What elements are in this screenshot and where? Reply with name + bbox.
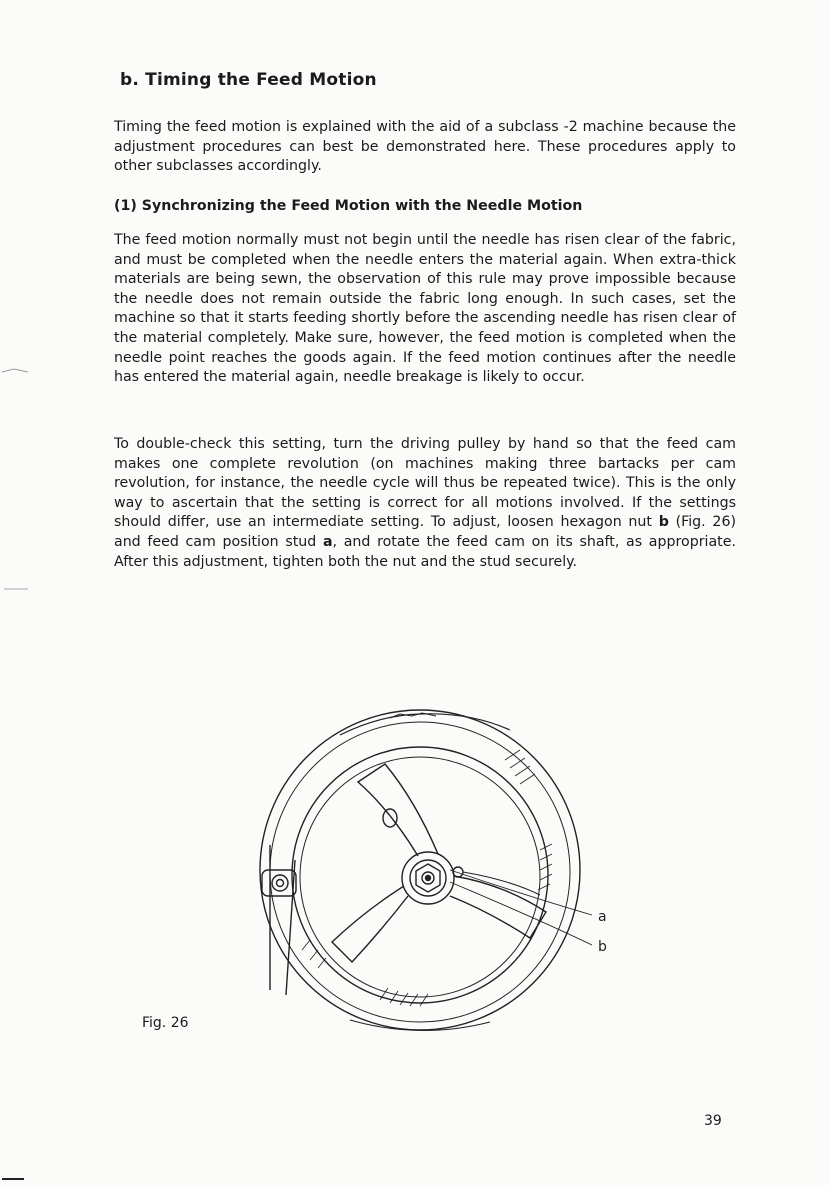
bottom-edge-mark (0, 1176, 30, 1182)
handwheel-figure (240, 700, 640, 1045)
figure-caption: Fig. 26 (142, 1015, 189, 1031)
subsection-heading: (1) Synchronizing the Feed Motion with the Needle Motion (114, 198, 583, 214)
page-number: 39 (704, 1113, 722, 1129)
callout-b: b (598, 939, 607, 955)
margin-scan-mark-2 (0, 584, 30, 594)
margin-scan-mark (0, 366, 30, 376)
section-heading: b. Timing the Feed Motion (120, 70, 377, 90)
stud-label-a: a (322, 533, 333, 550)
synchronizing-paragraph: The feed motion normally must not begin until the needle has risen clear of the fabric, and must be completed when the needle enters the material again. When extra-thick materials are being sewn, the observation of this rule may prove impossible because the needle does not remain outside the fabric long enough. In such cases, set the machine so that it starts feeding shortly before the ascending needle has risen clear of the material completely. Make sure, however, the feed motion is completed when the needle point reaches the goods again. If the feed motion continues after the needle has entered the material again, needle breakage is likely to occur. (114, 232, 736, 386)
nut-label-b: b (658, 514, 669, 531)
adjustment-text-1: To double-check this setting, turn the driving pulley by hand so that the feed cam makes one complete revolution (on machines making three bartacks per cam revolution, for instance, the needle cycle will thus be repeated twice). This is the only way to ascertain that the setting is correct for all motions involved. If the settings should differ, use an intermediate setting. To adjust, loosen hexagon nut (114, 436, 736, 531)
adjustment-paragraph (114, 435, 736, 572)
adjustment-text-3: , and rotate the feed cam on its shaft, as appropriate. After this adjustment, tighten both the nut and the stud securely. (114, 533, 736, 570)
intro-paragraph: Timing the feed motion is explained with the aid of a subclass -2 machine because the adjustment procedures can best be demonstrated here. These procedures apply to other subclasses accordingly. (114, 119, 736, 175)
callout-a: a (598, 909, 607, 925)
adjustment-text-2: (Fig. 26) and feed cam position stud (114, 514, 737, 550)
